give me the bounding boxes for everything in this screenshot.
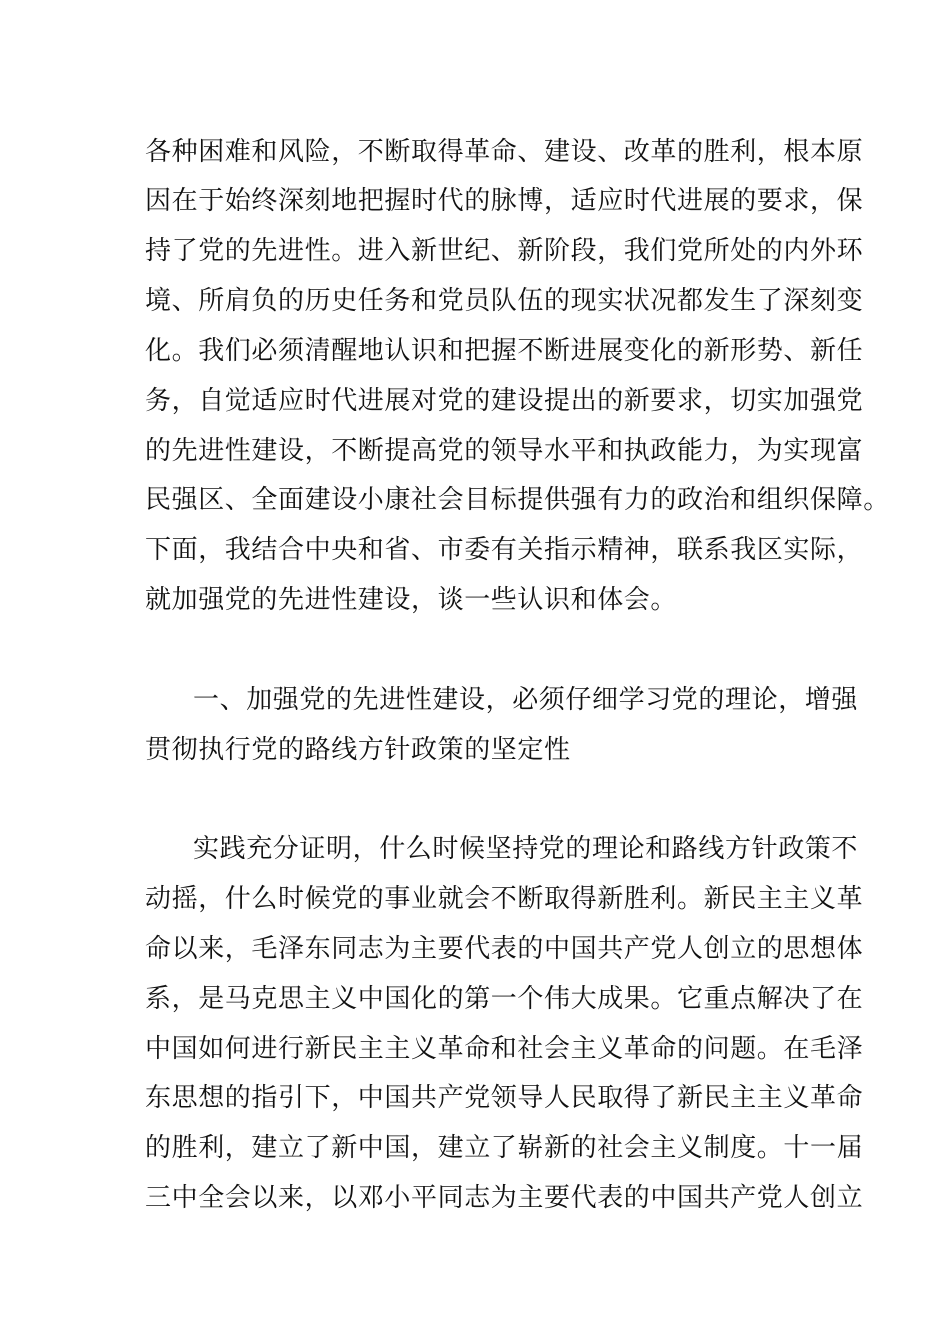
paragraph-intro-line: 民强区、全面建设小康社会目标提供强有力的政治和组织保障。	[145, 485, 890, 515]
paragraph-intro-line: 持了党的先进性。进入新世纪、新阶段，我们党所处的内外环	[145, 236, 864, 266]
paragraph-body-line: 的胜利，建立了新中国，建立了崭新的社会主义制度。十一届	[145, 1133, 864, 1163]
paragraph-intro-line: 务，自觉适应时代进展对党的建设提出的新要求，切实加强党	[145, 386, 864, 416]
paragraph-intro-line: 境、所肩负的历史任务和党员队伍的现实状况都发生了深刻变	[145, 286, 864, 316]
paragraph-body-line: 实践充分证明，什么时候坚持党的理论和路线方针政策不	[193, 834, 859, 864]
paragraph-body-line: 东思想的指引下，中国共产党领导人民取得了新民主主义革命	[145, 1083, 864, 1113]
paragraph-intro-line: 下面，我结合中央和省、市委有关指示精神，联系我区实际，	[145, 535, 864, 565]
paragraph-intro-line: 的先进性建设，不断提高党的领导水平和执政能力，为实现富	[145, 436, 864, 466]
paragraph-body-line: 系，是马克思主义中国化的第一个伟大成果。它重点解决了在	[145, 984, 864, 1014]
section-heading-line: 贯彻执行党的路线方针政策的坚定性	[145, 735, 571, 765]
paragraph-intro-line: 化。我们必须清醒地认识和把握不断进展变化的新形势、新任	[145, 336, 864, 366]
paragraph-body-line: 中国如何进行新民主主义革命和社会主义革命的问题。在毛泽	[145, 1034, 864, 1064]
section-heading-line: 一、加强党的先进性建设，必须仔细学习党的理论，增强	[193, 685, 859, 715]
paragraph-body-line: 命以来，毛泽东同志为主要代表的中国共产党人创立的思想体	[145, 934, 864, 964]
paragraph-intro-line: 就加强党的先进性建设，谈一些认识和体会。	[145, 585, 678, 615]
paragraph-body-line: 三中全会以来，以邓小平同志为主要代表的中国共产党人创立	[145, 1183, 864, 1213]
paragraph-intro-line: 因在于始终深刻地把握时代的脉博，适应时代进展的要求，保	[145, 186, 864, 216]
paragraph-intro-line: 各种困难和风险，不断取得革命、建设、改革的胜利，根本原	[145, 137, 864, 167]
paragraph-body-line: 动摇，什么时候党的事业就会不断取得新胜利。新民主主义革	[145, 884, 864, 914]
